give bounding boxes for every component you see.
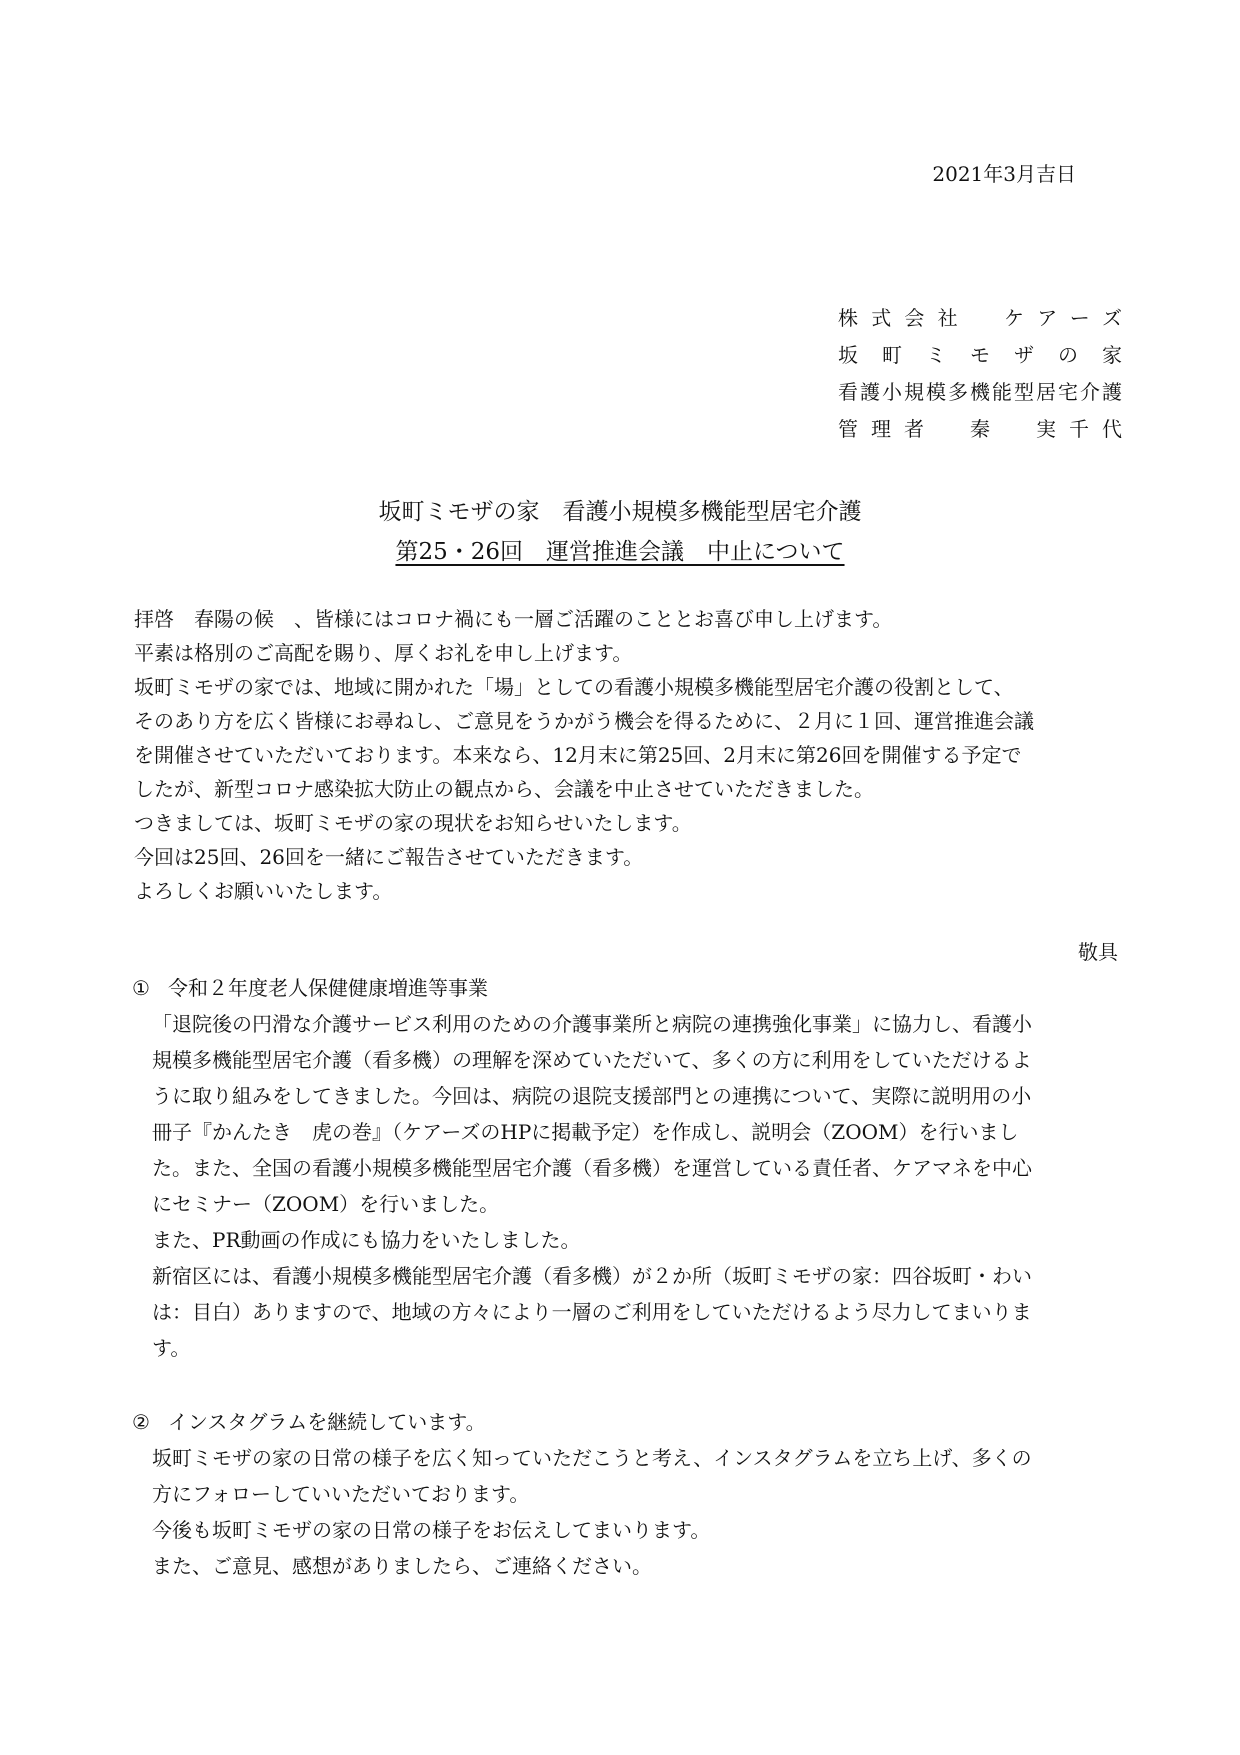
section-line: にセミナー（ZOOM）を行いました。 bbox=[152, 1192, 500, 1216]
document-date: 2021年3月吉日 bbox=[932, 162, 1076, 186]
sender-facility: 坂町ミモザの家 bbox=[838, 343, 1122, 367]
section-line: 方にフォローしていいただいております。 bbox=[152, 1482, 530, 1506]
greeting-body bbox=[134, 602, 1134, 908]
section-heading bbox=[132, 1404, 1132, 1440]
section-heading bbox=[132, 970, 1132, 1006]
sender-block bbox=[838, 300, 1122, 448]
body-line: したが、新型コロナ感染拡大防止の観点から、会議を中止させていただきました。 bbox=[134, 777, 874, 801]
section-line: た。また、全国の看護小規模多機能型居宅介護（看多機）を運営している責任者、ケアマネを中心 bbox=[152, 1156, 1032, 1180]
section-line: は：目白）ありますので、地域の方々により一層のご利用をしていただけるよう尽力してまいりま bbox=[152, 1300, 1032, 1324]
section-1 bbox=[132, 970, 1132, 1366]
section-title: 令和２年度老人保健健康増進等事業 bbox=[168, 976, 488, 1000]
sender-company: 株式会社 ケアーズ bbox=[838, 306, 1122, 330]
section-line: 冊子『かんたき 虎の巻』（ケアーズのHPに掲載予定）を作成し、説明会（ZOOM）を行いまし bbox=[152, 1120, 1019, 1144]
body-line: 坂町ミモザの家では、地域に開かれた「場」としての看護小規模多機能型居宅介護の役割として、 bbox=[134, 675, 1014, 699]
section-line: 新宿区には、看護小規模多機能型居宅介護（看多機）が２か所（坂町ミモザの家：四谷坂町・わい bbox=[152, 1264, 1032, 1288]
body-line: 今回は25回、26回を一緒にご報告させていただきます。 bbox=[134, 845, 644, 869]
section-line: 坂町ミモザの家の日常の様子を広く知っていただこうと考え、インスタグラムを立ち上げ、多くの bbox=[152, 1446, 1032, 1470]
title-line-1: 坂町ミモザの家 看護小規模多機能型居宅介護 bbox=[378, 499, 862, 525]
section-line: 「退院後の円滑な介護サービス利用のための介護事業所と病院の連携強化事業」に協力し、看護小 bbox=[152, 1012, 1032, 1036]
body-line: そのあり方を広く皆様にお尋ねし、ご意見をうかがう機会を得るために、２月に１回、運営推進会議 bbox=[134, 709, 1034, 733]
body-line: 拝啓 春陽の候 、皆様にはコロナ禍にも一層ご活躍のこととお喜び申し上げます。 bbox=[134, 607, 893, 631]
section-line: 今後も坂町ミモザの家の日常の様子をお伝えしてまいります。 bbox=[152, 1518, 711, 1542]
section-line: また、PR動画の作成にも協力をいたしました。 bbox=[152, 1228, 581, 1252]
section-2 bbox=[132, 1404, 1132, 1584]
section-line: 規模多機能型居宅介護（看多機）の理解を深めていただいて、多くの方に利用をしていただけるよ bbox=[152, 1048, 1032, 1072]
section-line: うに取り組みをしてきました。今回は、病院の退院支援部門との連携について、実際に説明用の小 bbox=[152, 1084, 1032, 1108]
sender-manager: 管理者 秦 実千代 bbox=[838, 417, 1122, 441]
section-number: ① bbox=[132, 976, 150, 1000]
section-line: す。 bbox=[152, 1336, 191, 1360]
body-line: よろしくお願いいたします。 bbox=[134, 879, 393, 903]
body-line: 平素は格別のご高配を賜り、厚くお礼を申し上げます。 bbox=[134, 641, 633, 665]
section-title: インスタグラムを継続しています。 bbox=[168, 1410, 486, 1434]
sender-service: 看護小規模多機能型居宅介護 bbox=[838, 380, 1122, 404]
section-number: ② bbox=[132, 1410, 150, 1434]
body-line: を開催させていただいております。本来なら、12月末に第25回、2月末に第26回を開催する予定で bbox=[134, 743, 1022, 767]
title-line-2: 第25・26回 運営推進会議 中止について bbox=[395, 539, 845, 565]
closing-word: 敬具 bbox=[1078, 940, 1118, 964]
document-title bbox=[0, 492, 1240, 572]
body-line: つきましては、坂町ミモザの家の現状をお知らせいたします。 bbox=[134, 811, 692, 835]
section-line: また、ご意見、感想がありましたら、ご連絡ください。 bbox=[152, 1554, 652, 1578]
